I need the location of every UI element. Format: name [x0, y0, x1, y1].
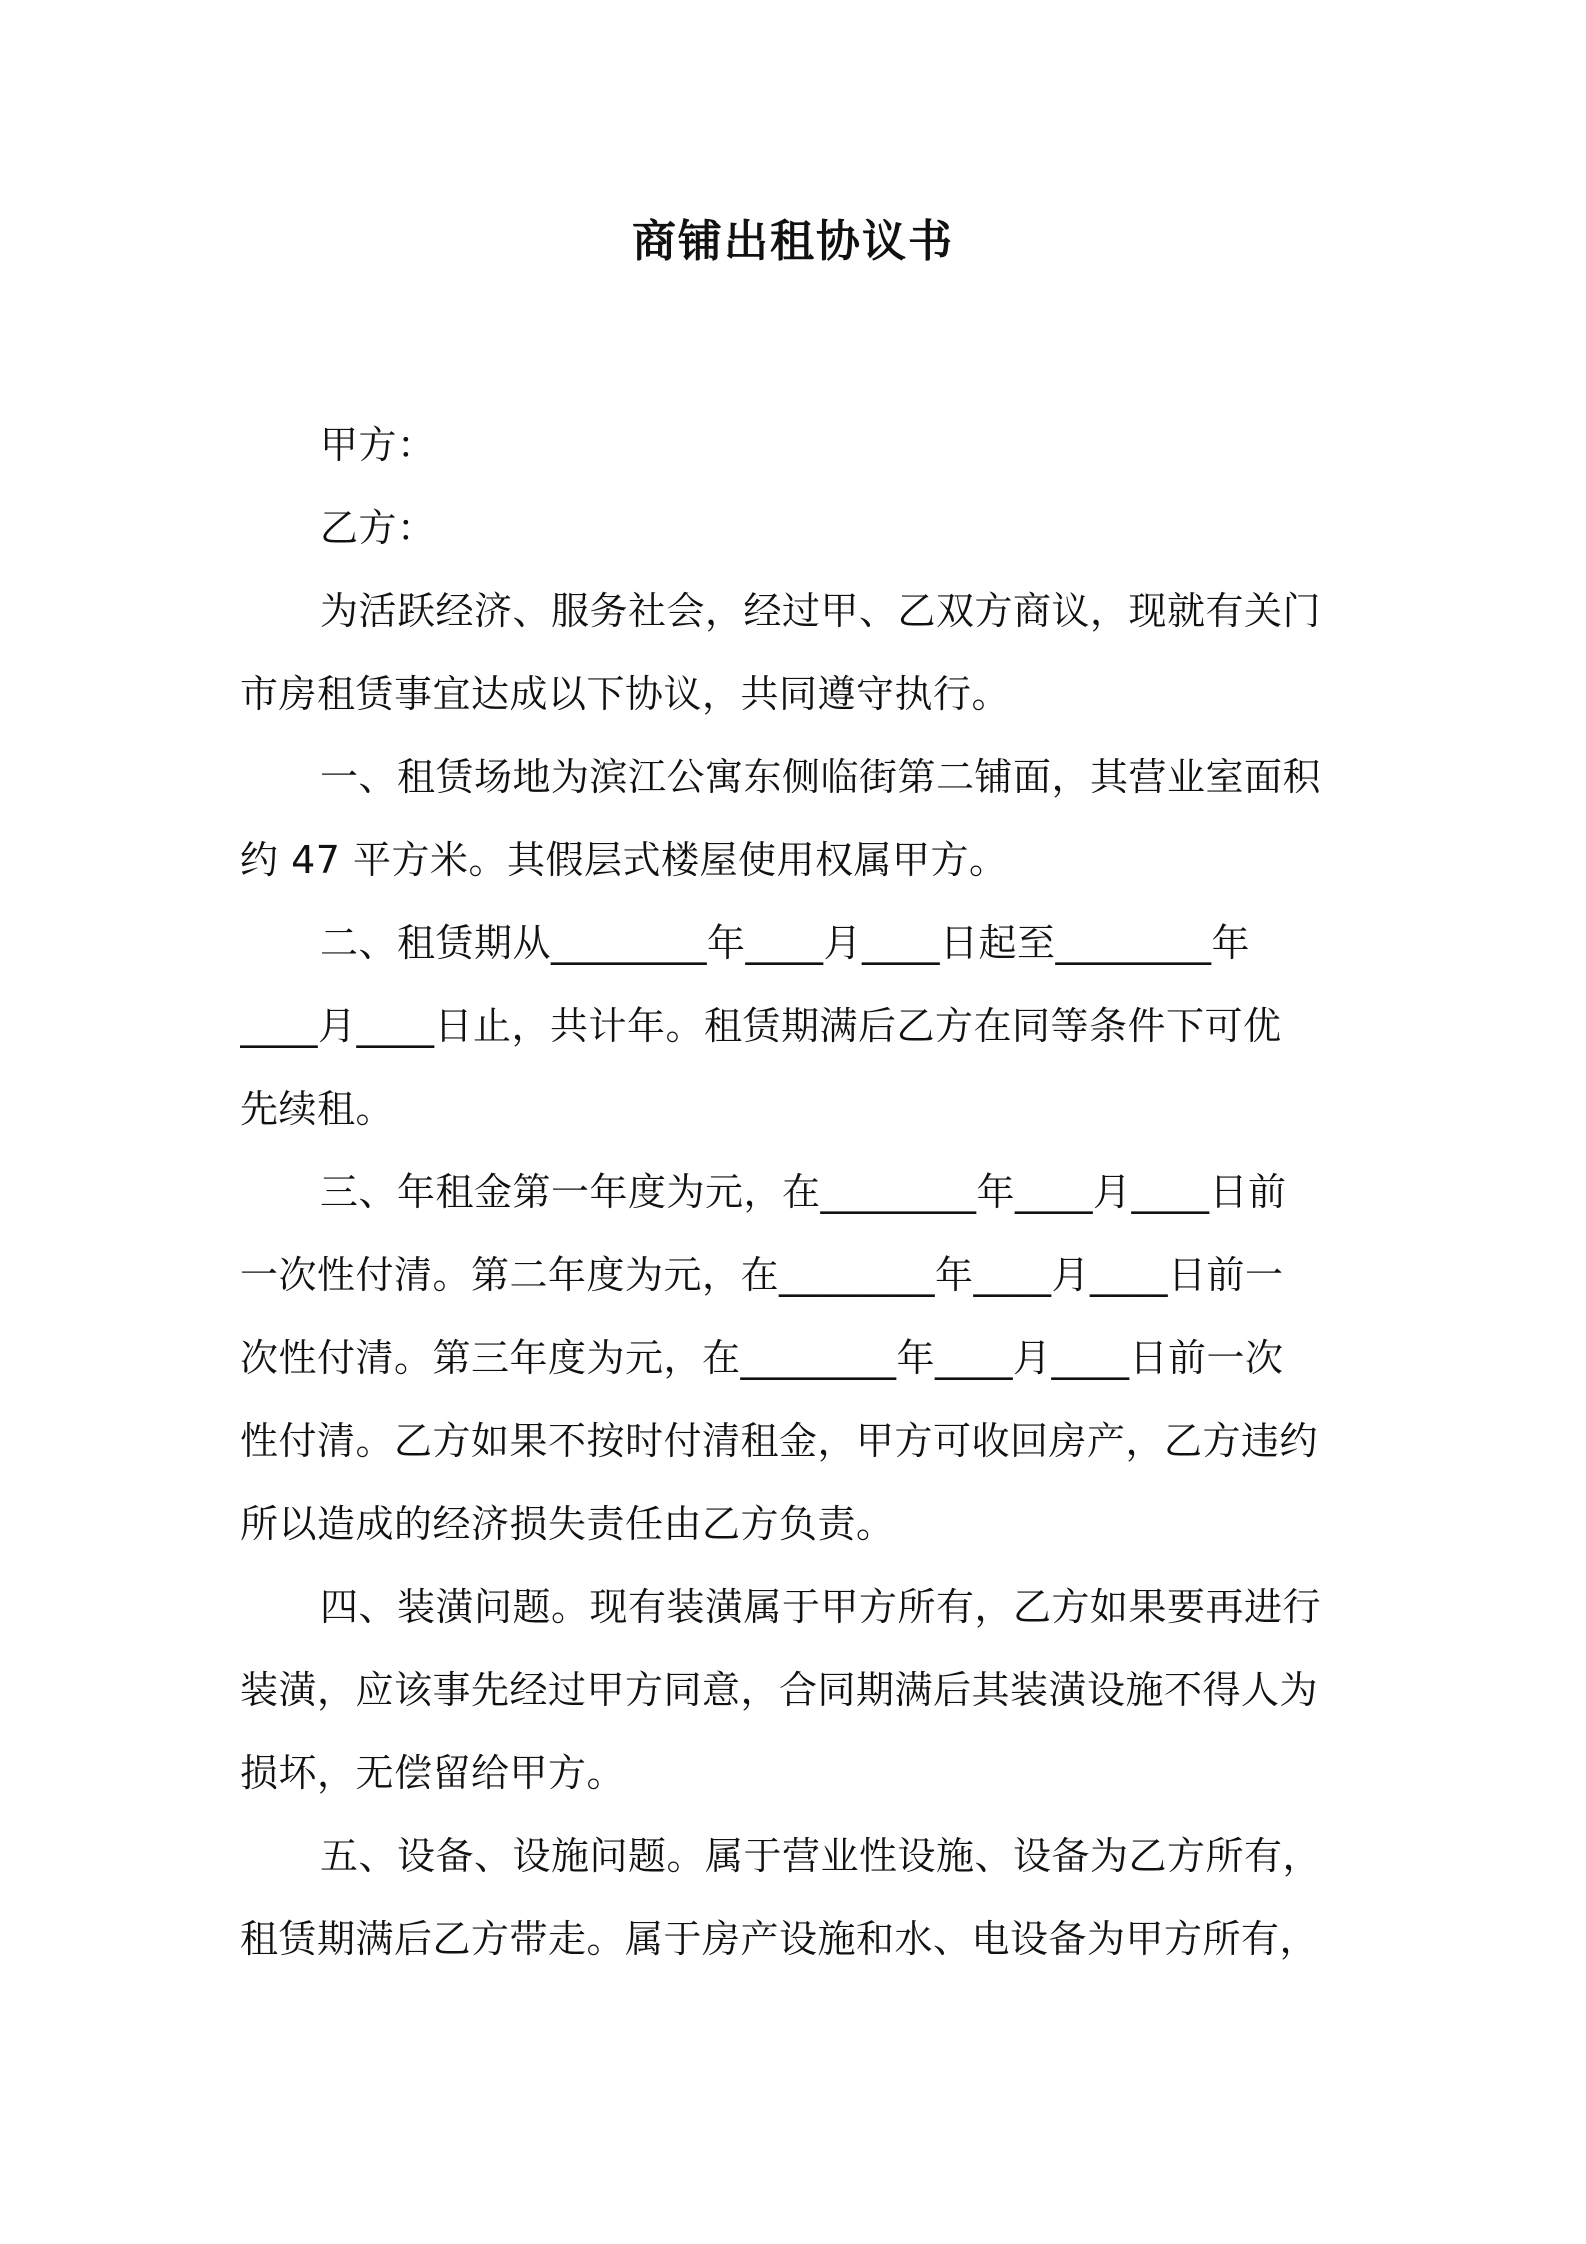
text-line: ____月____日止，共计年。租赁期满后乙方在同等条件下可优 — [240, 1004, 1282, 1048]
text-line: 次性付清。第三年度为元，在________年____月____日前一次 — [240, 1336, 1284, 1380]
text-line: 损坏，无偿留给甲方。 — [240, 1751, 626, 1795]
text-line: 约 47 平方米。其假层式楼屋使用权属甲方。 — [240, 838, 1008, 882]
text-line: 一、租赁场地为滨江公寓东侧临街第二铺面，其营业室面积 — [320, 755, 1322, 799]
text-line: 为活跃经济、服务社会，经过甲、乙双方商议，现就有关门 — [320, 589, 1322, 633]
text-line: 所以造成的经济损失责任由乙方负责。 — [240, 1502, 895, 1546]
text-line: 甲方： — [320, 423, 436, 467]
text-line: 四、装潢问题。现有装潢属于甲方所有，乙方如果要再进行 — [320, 1585, 1322, 1629]
text-line: 装潢，应该事先经过甲方同意，合同期满后其装潢设施不得人为 — [240, 1668, 1319, 1712]
text-line: 租赁期满后乙方带走。属于房产设施和水、电设备为甲方所有， — [240, 1917, 1319, 1961]
text-line: 性付清。乙方如果不按时付清租金，甲方可收回房产，乙方违约 — [240, 1419, 1319, 1463]
text-line: 三、年租金第一年度为元，在________年____月____日前 — [320, 1170, 1287, 1214]
text-line: 市房租赁事宜达成以下协议，共同遵守执行。 — [240, 672, 1011, 716]
document-title: 商铺出租协议书 — [632, 216, 954, 267]
text-line: 五、设备、设施问题。属于营业性设施、设备为乙方所有， — [320, 1834, 1322, 1878]
document-body — [240, 404, 1350, 1981]
text-line: 一次性付清。第二年度为元，在________年____月____日前一 — [240, 1253, 1284, 1297]
text-line: 乙方： — [320, 506, 436, 550]
text-line: 先续租。 — [240, 1087, 395, 1131]
text-line: 二、租赁期从________年____月____日起至________年 — [320, 921, 1251, 965]
